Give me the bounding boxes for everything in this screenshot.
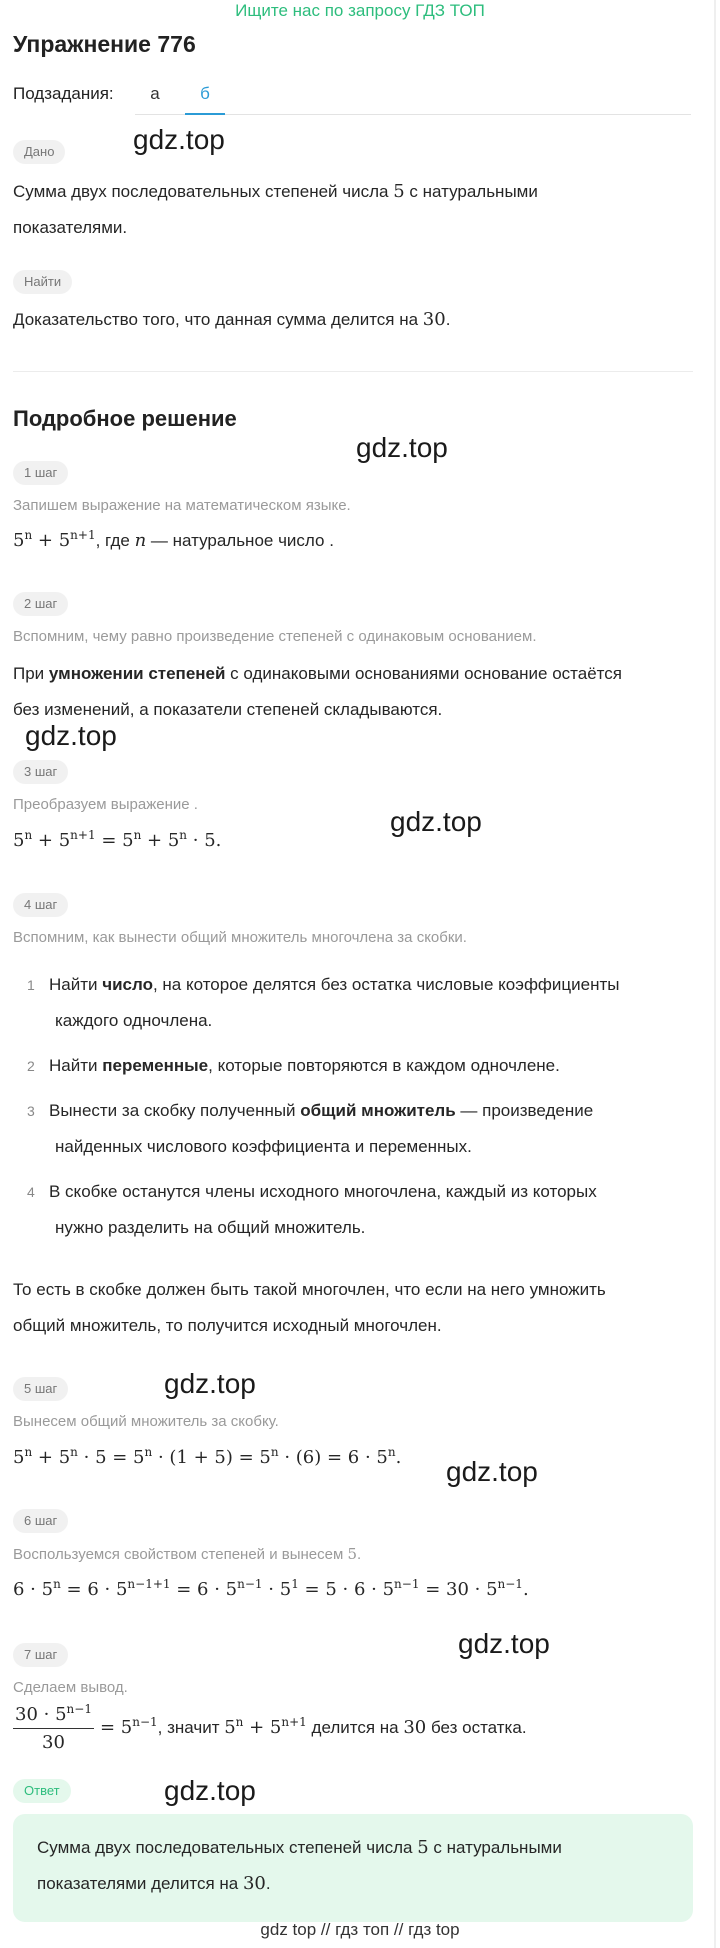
answer-box xyxy=(13,1814,693,1922)
step-7-hint: Сделаем вывод. xyxy=(13,1679,128,1696)
step-1-formula: $5^n + 5^{n+1}$, где n — натуральное число . xyxy=(13,528,334,551)
answer-text: Сумма двух последовательных степеней числа 5 с натуральными показателями делится на 30. xyxy=(37,1837,562,1894)
footer-links[interactable]: gdz top // гдз топ // гдз top xyxy=(260,1920,460,1939)
solution-heading: Подробное решение xyxy=(13,406,237,431)
tab-subtask-a[interactable]: а xyxy=(150,84,160,103)
section-divider xyxy=(13,371,693,372)
step-2-hint: Вспомним, чему равно произведение степеней с одинаковым основанием. xyxy=(13,628,537,645)
step-5-badge: 5 шаг xyxy=(13,1377,68,1401)
subtasks-label: Подзадания: xyxy=(13,84,114,103)
step-1-hint: Запишем выражение на математическом языке. xyxy=(13,497,351,514)
step-7-formula: $\frac{30 \cdot 5^{n-1}}{30}$ = $5^{n-1}$, значит $5^n + 5^{n+1}$ делится на 30 без остатка. xyxy=(15,1702,527,1753)
step-2-badge: 2 шаг xyxy=(13,592,68,616)
answer-badge: Ответ xyxy=(13,1779,71,1803)
watermark: gdz.top xyxy=(356,432,448,463)
given-badge: Дано xyxy=(13,140,65,164)
step-4-badge: 4 шаг xyxy=(13,893,68,917)
step-3-hint: Преобразуем выражение . xyxy=(13,796,198,813)
step-1-badge: 1 шаг xyxy=(13,461,68,485)
step-3-badge: 3 шаг xyxy=(13,760,68,784)
step-6-formula: $6 \cdot 5^n = 6 \cdot 5^{n-1+1} = 6 \cdot 5^{n-1} \cdot 5^1 = 5 \cdot 6 \cdot 5^{n-1} = 30 \cdot 5^{n-1}$. xyxy=(13,1577,529,1600)
page: Ищите нас по запросу ГДЗ ТОП Упражнение 776 Подзадания: а б Дано gdz.top Сумма двух последовательных степеней числа 5 с натуральными показателями. Найти Доказательство того, что данная сумма делится на 30. Подробное решение gdz.top 1 шаг Запишем выражение на математическом языке. $5^n + 5^{n+1}$, где n — натуральное число . 2 шаг Вспомним, чему равно произведение степеней с одинаковым основанием. При умножении степеней с одинаковыми основаниями основание остаётся без изменений, а показатели степеней складываются. gdz.top 3 шаг Преобразуем выражение . $5^n + 5^{n+1} = 5^n + 5^n \cdot 5$. gdz.top 4 шаг Вспомним, как вынести общий множитель многочлена за скобки. 1 Найти число, на которое делятся без остатка числовые коэффициенты каждого одночлена. 2 Найти переменные, которые повторяются в каждом одночлене. 3 Вынести за скобку полученный общий множитель — произведение найденных числового коэффициента и переменных. 4 В скобке останутся члены исходного многочлена, каждый из которых нужно разделить на общий множитель. То есть в скобке должен быть такой многочлен, что если на него умножить общий множитель, то получится исходный многочлен. 5 шаг gdz.top Вынесем общий множитель за скобку. $5^n + 5^n \cdot 5 = 5^n \cdot (1 + 5) = 5^n \cdot (6) = 6 \cdot 5^n$. gdz.top 6 шаг Воспользуемся свойством степеней и вынесем 5. $6 \cdot 5^n = 6 \cdot 5^{n-1+1} = 6 \cdot 5^{n-1} \cdot 5^1 = 5 \cdot 6 \cdot 5^{n-1} = 30 \cdot 5^{n-1}$. gdz.top 7 шаг Сделаем вывод. $\frac{30 \cdot 5^{n-1}}{30}$ = $5^{n-1}$, значит $5^n + 5^{n+1}$ делится на 30 без остатка. Ответ gdz.top Сумма двух последовательных степеней числа 5 с натуральными показателями делится на 30. gdz top // гдз топ // гдз top xyxy=(0,0,720,1948)
watermark: gdz.top xyxy=(164,1368,256,1399)
active-tab-indicator xyxy=(185,113,225,115)
watermark: gdz.top xyxy=(458,1628,550,1659)
watermark: gdz.top xyxy=(446,1456,538,1487)
watermark: gdz.top xyxy=(164,1775,256,1806)
tab-subtask-b[interactable]: б xyxy=(200,84,210,103)
step-5-hint: Вынесем общий множитель за скобку. xyxy=(13,1413,279,1430)
watermark: gdz.top xyxy=(390,806,482,837)
step-4-summary: То есть в скобке должен быть такой многочлен, что если на него умножить общий множитель, то получится исходный многочлен. xyxy=(13,1280,606,1335)
step-5-formula: $5^n + 5^n \cdot 5 = 5^n \cdot (1 + 5) = 5^n \cdot (6) = 6 \cdot 5^n$. xyxy=(13,1445,402,1468)
watermark: gdz.top xyxy=(25,720,117,751)
step-6-badge: 6 шаг xyxy=(13,1509,68,1533)
scrollbar-track xyxy=(714,0,716,1948)
step-4-hint: Вспомним, как вынести общий множитель многочлена за скобки. xyxy=(13,929,467,946)
step-2-text: При умножении степеней с одинаковыми основаниями основание остаётся без изменений, а показатели степеней складываются. xyxy=(13,664,622,719)
find-text: Доказательство того, что данная сумма делится на 30. xyxy=(13,309,451,330)
step-7-badge: 7 шаг xyxy=(13,1643,68,1667)
step-6-hint: Воспользуемся свойством степеней и вынесем 5. xyxy=(13,1545,362,1563)
find-badge: Найти xyxy=(13,270,72,294)
top-banner-link[interactable]: Ищите нас по запросу ГДЗ ТОП xyxy=(235,1,485,20)
page-title: Упражнение 776 xyxy=(13,31,196,57)
watermark: gdz.top xyxy=(133,124,225,155)
given-text: Сумма двух последовательных степеней числа 5 с натуральными показателями. xyxy=(13,181,538,237)
step-3-formula: $5^n + 5^{n+1} = 5^n + 5^n \cdot 5$. xyxy=(13,828,222,851)
